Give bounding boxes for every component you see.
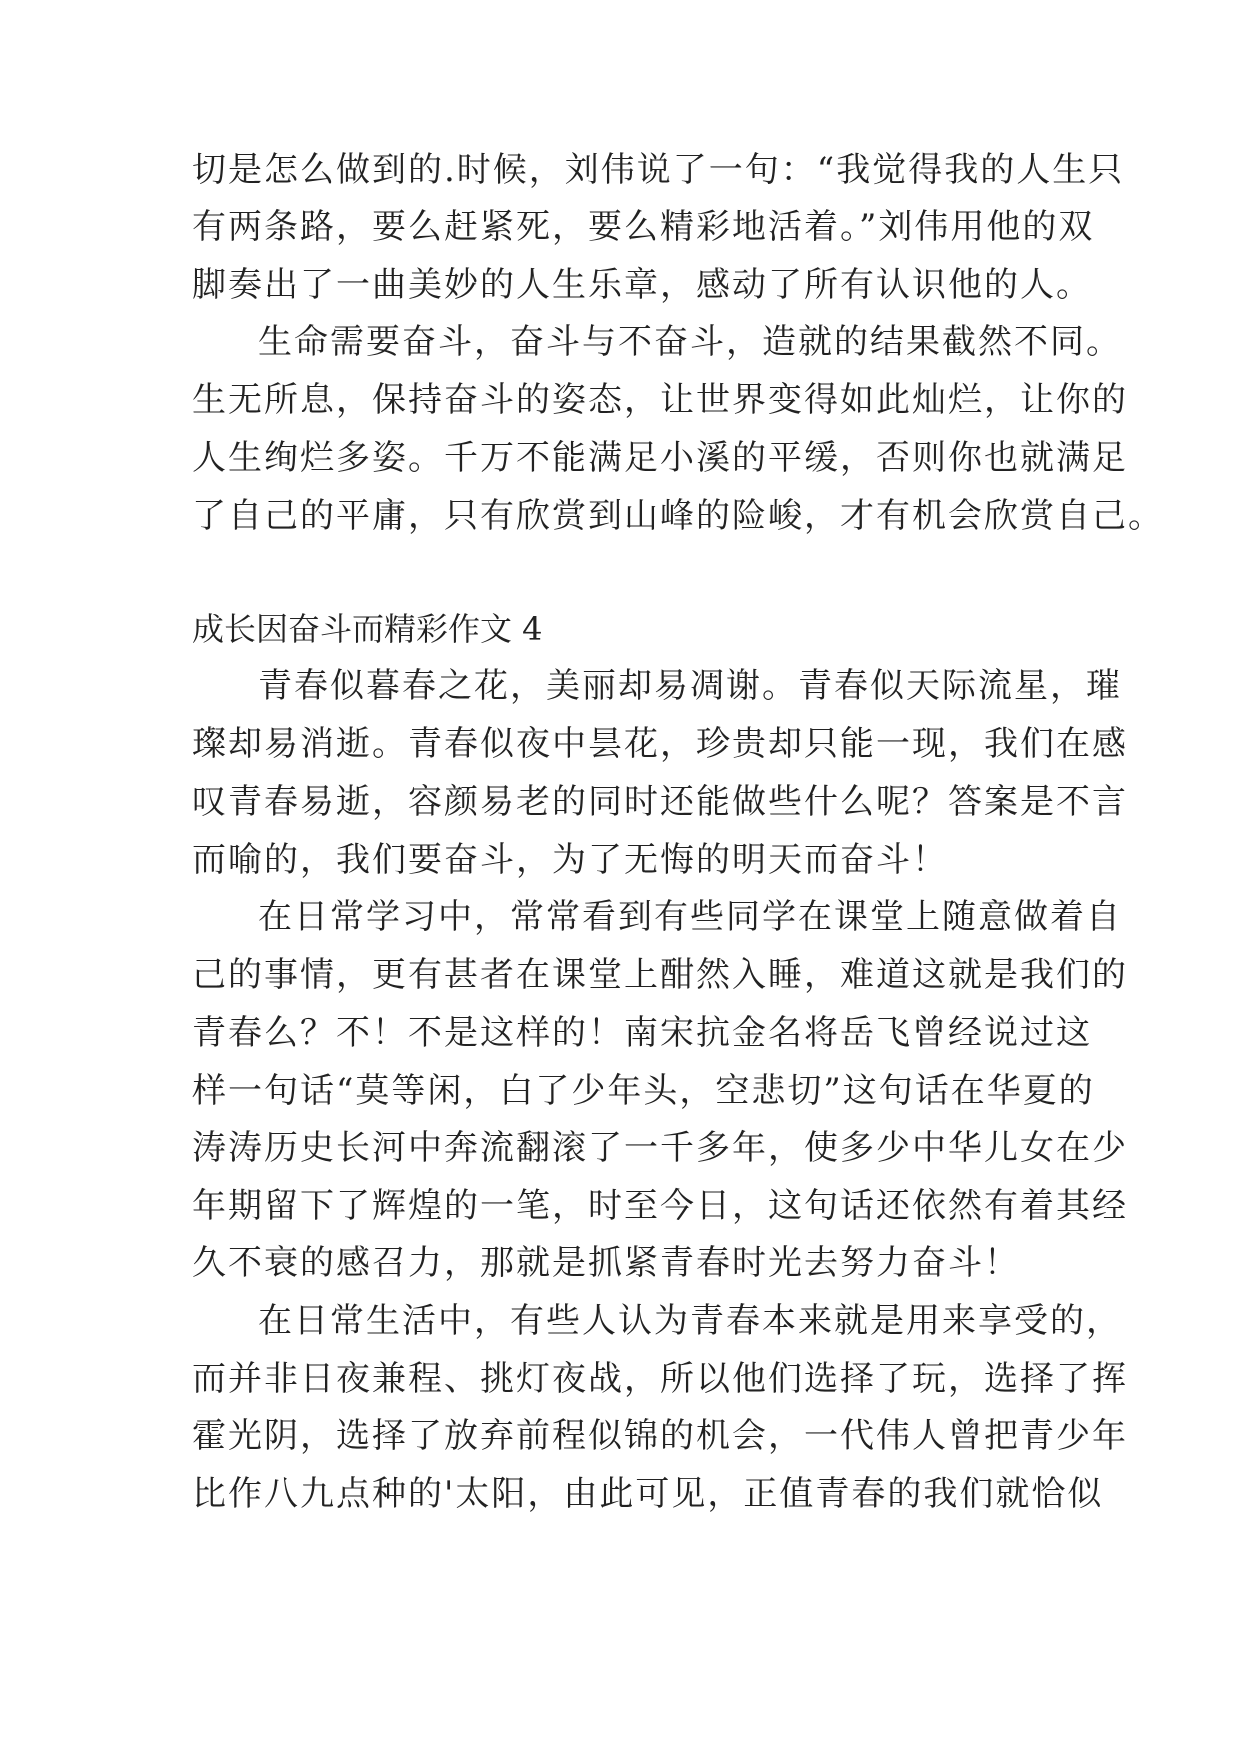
paragraph-first-line: 在日常学习中，常常看到有些同学在课堂上随意做着自: [258, 897, 1122, 937]
text-line: 霍光阴，选择了放弃前程似锦的机会，一代伟人曾把青少年: [192, 1416, 1128, 1456]
text-line: 人生绚烂多姿。千万不能满足小溪的平缓，否则你也就满足: [192, 438, 1128, 478]
text-line: 有两条路，要么赶紧死，要么精彩地活着。”刘伟用他的双: [192, 207, 1095, 247]
text-line: 切是怎么做到的.时候，刘伟说了一句：“我觉得我的人生只: [192, 150, 1125, 190]
paragraph-first-line: 青春似暮春之花，美丽却易凋谢。青春似天际流星，璀: [258, 666, 1122, 706]
text-line: 样一句话“莫等闲，白了少年头，空悲切”这句话在华夏的: [192, 1071, 1095, 1111]
paragraph-first-line: 生命需要奋斗，奋斗与不奋斗，造就的结果截然不同。: [258, 322, 1122, 362]
text-line: 叹青春易逝，容颜易老的同时还能做些什么呢？答案是不言: [192, 782, 1128, 822]
text-line: 年期留下了辉煌的一笔，时至今日，这句话还依然有着其经: [192, 1186, 1128, 1226]
text-line: 己的事情，更有甚者在课堂上酣然入睡，难道这就是我们的: [192, 955, 1128, 995]
text-line: 璨却易消逝。青春似夜中昙花，珍贵却只能一现，我们在感: [192, 724, 1128, 764]
paragraph-first-line: 在日常生活中，有些人认为青春本来就是用来享受的，: [258, 1301, 1122, 1341]
text-line: 比作八九点种的'太阳，由此可见，正值青春的我们就恰似: [192, 1474, 1104, 1514]
text-line: 脚奏出了一曲美妙的人生乐章，感动了所有认识他的人。: [192, 265, 1092, 305]
section-heading: 成长因奋斗而精彩作文 4: [192, 610, 543, 648]
text-line: 了自己的平庸，只有欣赏到山峰的险峻，才有机会欣赏自己。: [192, 496, 1164, 536]
text-line: 而喻的，我们要奋斗，为了无悔的明天而奋斗！: [192, 840, 948, 880]
text-line: 青春么？不！不是这样的！南宋抗金名将岳飞曾经说过这: [192, 1013, 1092, 1053]
text-line: 生无所息，保持奋斗的姿态，让世界变得如此灿烂，让你的: [192, 380, 1128, 420]
text-line: 久不衰的感召力，那就是抓紧青春时光去努力奋斗！: [192, 1243, 1020, 1283]
text-line: 涛涛历史长河中奔流翻滚了一千多年，使多少中华儿女在少: [192, 1128, 1128, 1168]
text-line: 而并非日夜兼程、挑灯夜战，所以他们选择了玩，选择了挥: [192, 1359, 1128, 1399]
